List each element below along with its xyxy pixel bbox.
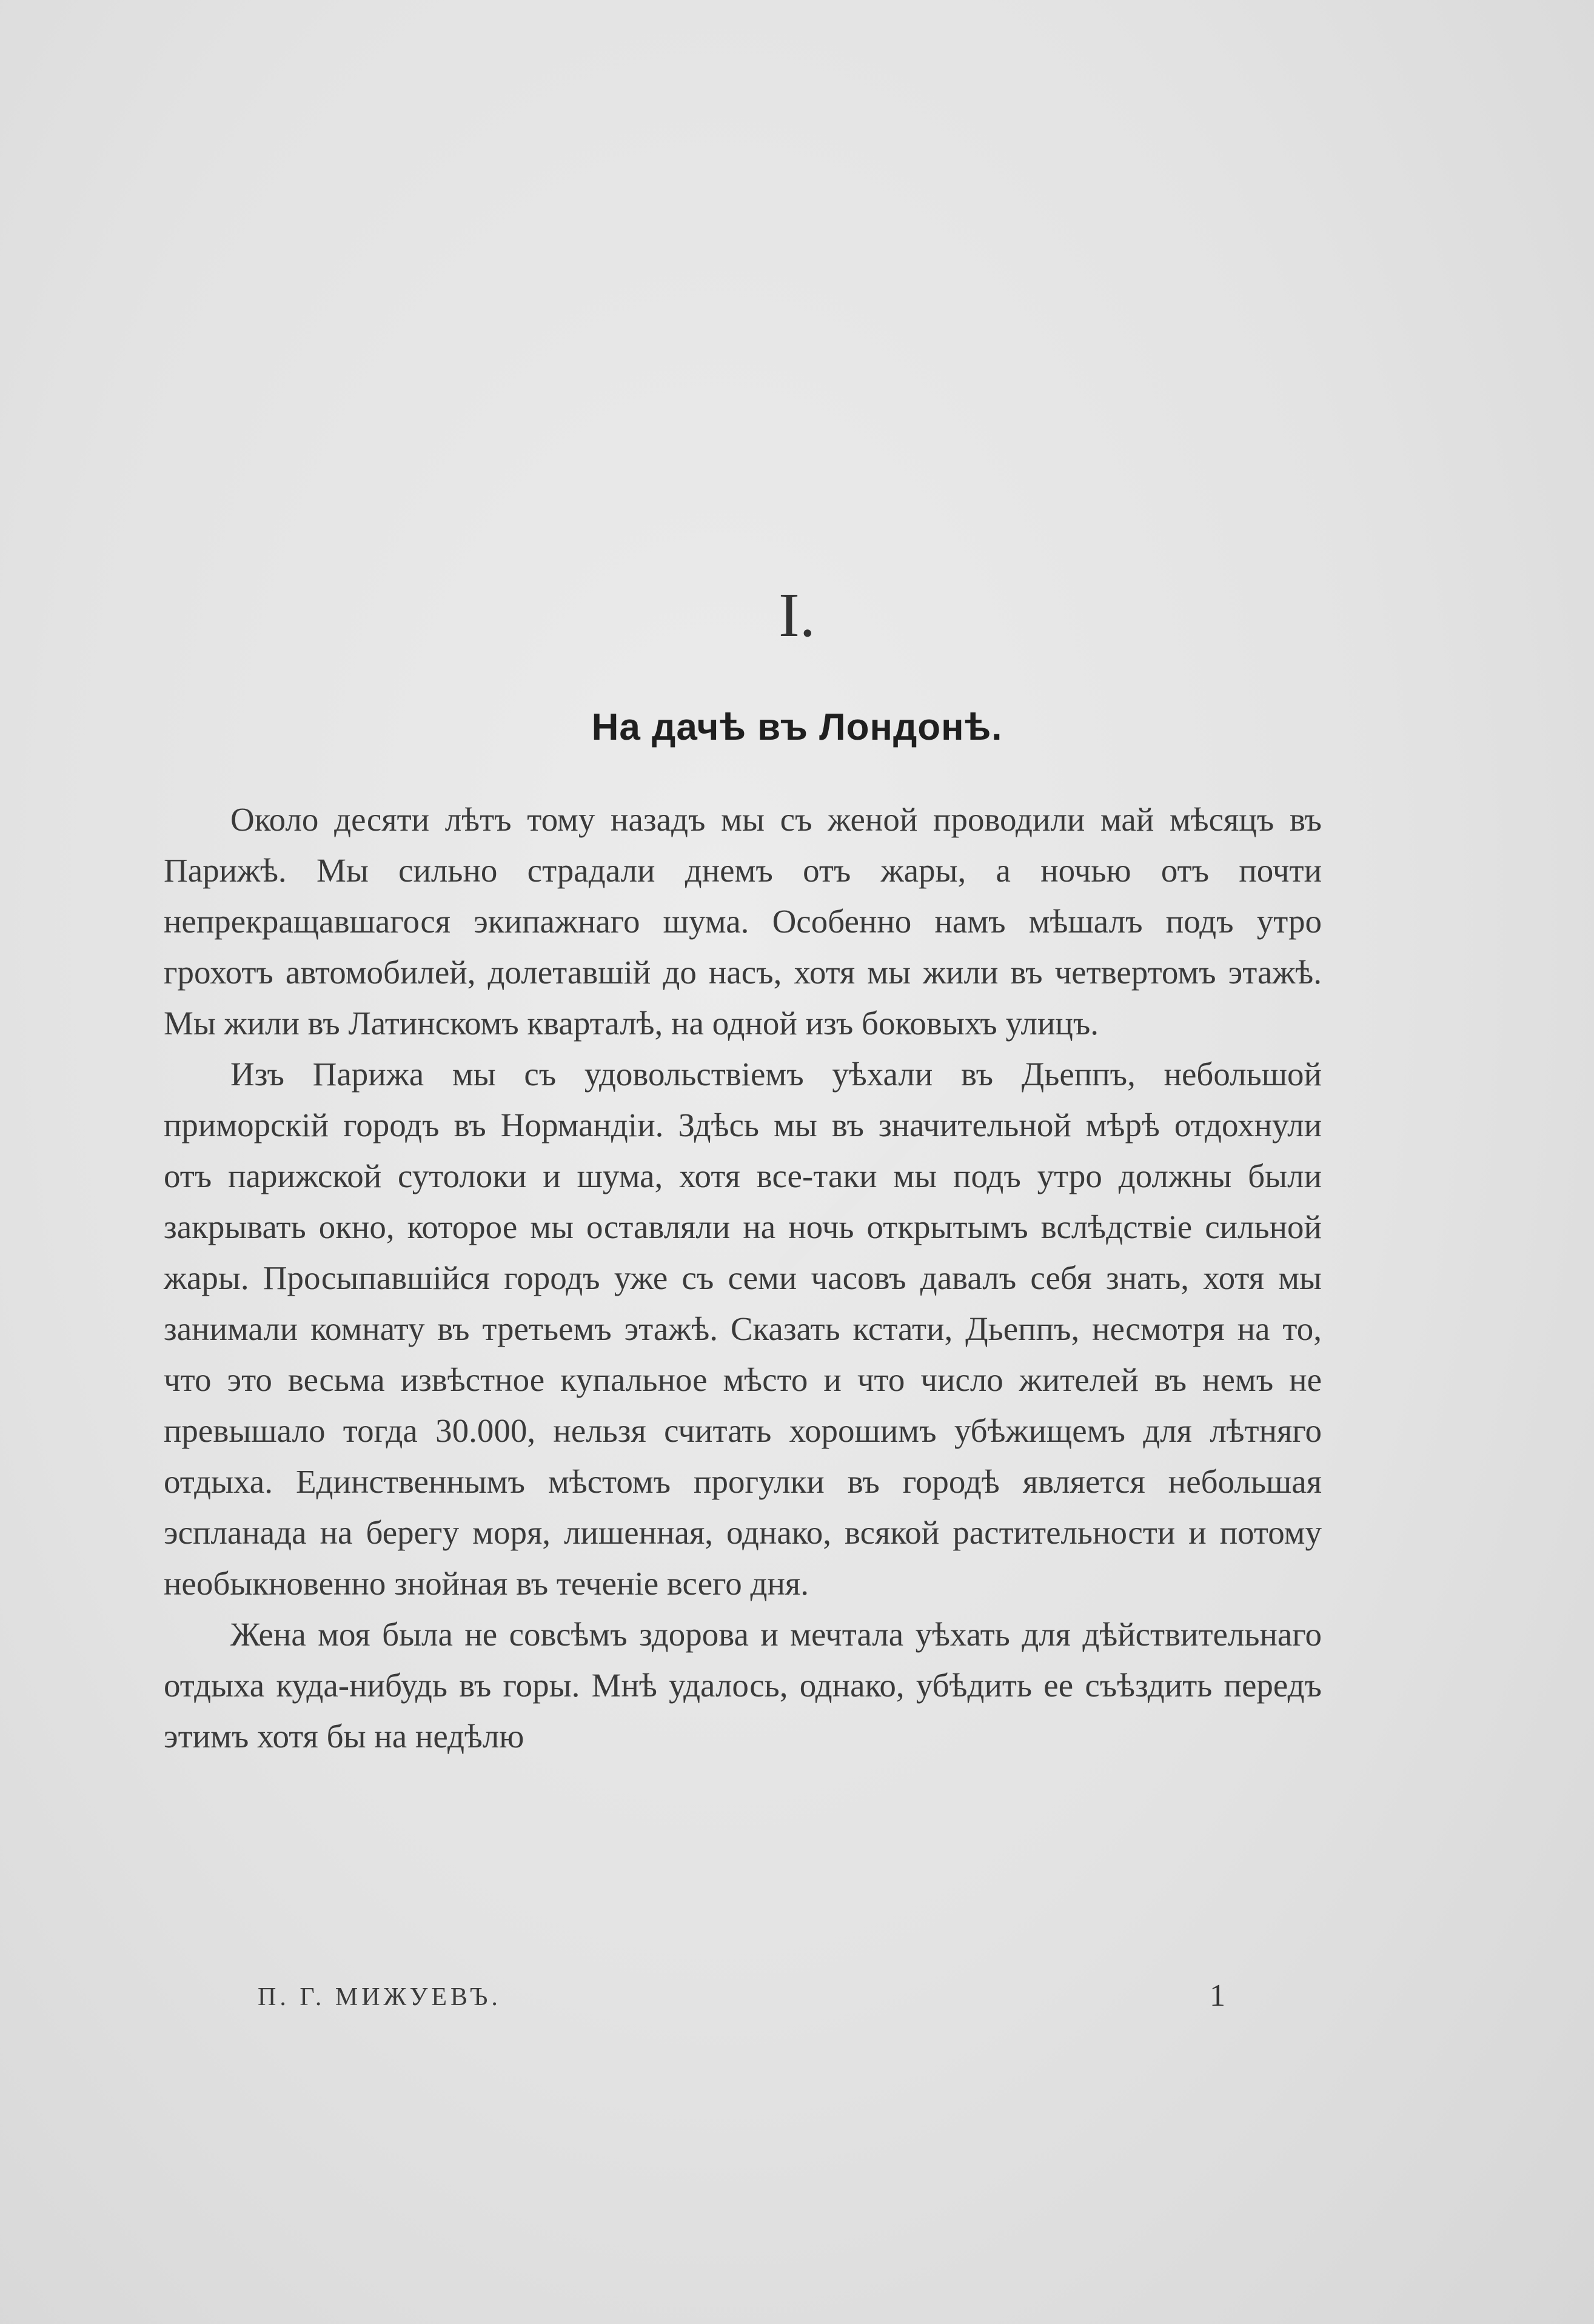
page-number: 1 [1210, 1978, 1225, 2013]
paragraph: Жена моя была не совсѣмъ здорова и мечтала уѣхать для дѣйствительнаго отдыха куда-нибудь въ горы. Мнѣ удалось, однако, убѣдить ее съѣздить передъ этимъ хотя бы на недѣлю [164, 1616, 1322, 1755]
body-text [164, 794, 1322, 1762]
page-footer [0, 1978, 1594, 2031]
paragraph: Около десяти лѣтъ тому назадъ мы съ женой проводили май мѣсяцъ въ Парижѣ. Мы сильно страдали днемъ отъ жары, а ночью отъ почти непрекращавшагося экипажнаго шума. Особенно намъ мѣшалъ подъ утро грохотъ автомобилей, долетавшій до насъ, хотя мы жили въ четвертомъ этажѣ. Мы жили въ Латинскомъ кварталѣ, на одной изъ боковыхъ улицъ. [164, 801, 1322, 1042]
chapter-title: На дачѣ въ Лондонѣ. [591, 706, 1003, 748]
paragraph: Изъ Парижа мы съ удовольствіемъ уѣхали въ Дьеппъ, небольшой приморскій городъ въ Нормандіи. Здѣсь мы въ значительной мѣрѣ отдохнули отъ парижской сутолоки и шума, хотя все-таки мы подъ утро должны были закрывать окно, которое мы оставляли на ночь открытымъ вслѣдствіе сильной жары. Просыпавшійся городъ уже съ семи часовъ давалъ себя знать, хотя мы занимали комнату въ третьемъ этажѣ. Сказать кстати, Дьеппъ, несмотря на то, что это весьма извѣстное купальное мѣсто и что число жителей въ немъ не превышало тогда 30.000, нельзя считать хорошимъ убѣжищемъ для лѣтняго отдыха. Единственнымъ мѣстомъ прогулки въ городѣ является небольшая эспланада на берегу моря, лишенная, однако, всякой растительности и потому необыкновенно знойная въ теченіе всего дня. [164, 1056, 1322, 1602]
footer-author: П. Г. МИЖУЕВЪ. [258, 1983, 501, 2011]
chapter-number: I. [779, 580, 815, 650]
